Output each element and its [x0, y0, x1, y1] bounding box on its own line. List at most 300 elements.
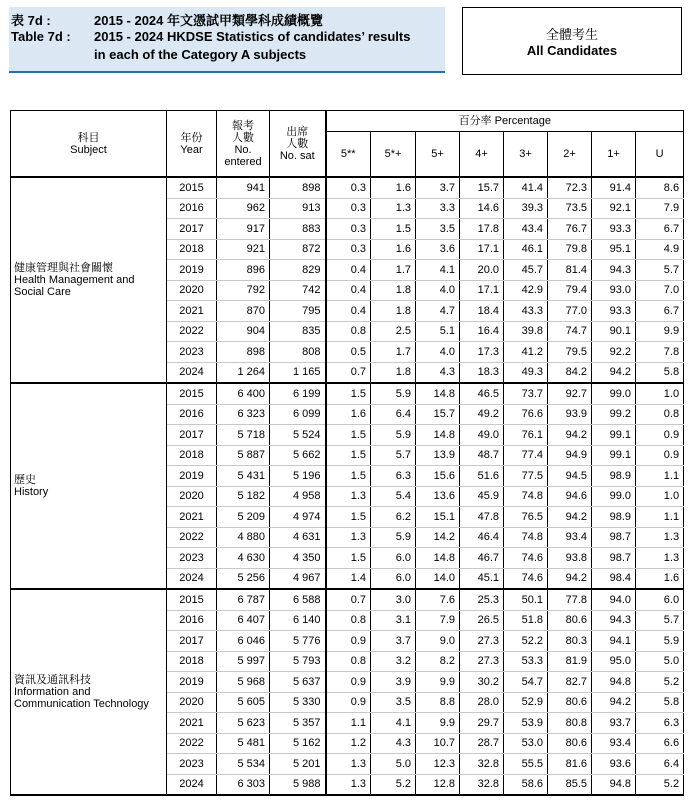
percentage-cell: 99.1	[592, 425, 636, 446]
percentage-cell: 3.7	[371, 631, 416, 652]
percentage-cell: 6.4	[371, 404, 416, 425]
percentage-cell: 1.1	[326, 713, 371, 734]
percentage-cell: 1.0	[636, 486, 684, 507]
col-header-sat: 出席 人數 No. sat	[270, 111, 326, 178]
percentage-cell: 49.2	[460, 404, 504, 425]
percentage-cell: 15.7	[460, 177, 504, 198]
percentage-cell: 8.8	[416, 692, 460, 713]
year-cell: 2022	[167, 321, 217, 342]
percentage-cell: 99.0	[592, 486, 636, 507]
count-cell: 5 718	[217, 425, 270, 446]
count-cell: 6 400	[217, 383, 270, 404]
percentage-cell: 0.7	[326, 589, 371, 610]
percentage-cell: 1.3	[326, 486, 371, 507]
subject-name-en-2: Social Care	[14, 286, 71, 298]
percentage-cell: 0.4	[326, 260, 371, 281]
percentage-cell: 9.9	[636, 321, 684, 342]
count-cell: 5 357	[270, 713, 326, 734]
percentage-cell: 92.7	[548, 383, 592, 404]
percentage-cell: 5.2	[371, 774, 416, 795]
percentage-cell: 4.3	[371, 733, 416, 754]
percentage-cell: 5.9	[371, 425, 416, 446]
percentage-cell: 1.5	[326, 507, 371, 528]
percentage-cell: 94.3	[592, 610, 636, 631]
percentage-cell: 0.8	[326, 651, 371, 672]
percentage-cell: 3.5	[416, 219, 460, 240]
percentage-cell: 91.4	[592, 177, 636, 198]
count-cell: 4 350	[270, 548, 326, 569]
percentage-cell: 5.1	[416, 321, 460, 342]
year-cell: 2019	[167, 466, 217, 487]
count-cell: 962	[217, 198, 270, 219]
percentage-cell: 20.0	[460, 260, 504, 281]
percentage-cell: 7.6	[416, 589, 460, 610]
percentage-cell: 45.7	[504, 260, 548, 281]
count-cell: 742	[270, 280, 326, 301]
percentage-cell: 98.7	[592, 548, 636, 569]
percentage-cell: 29.7	[460, 713, 504, 734]
percentage-cell: 7.9	[636, 198, 684, 219]
count-cell: 4 958	[270, 486, 326, 507]
table-title-en-line1: 2015 - 2024 HKDSE Statistics of candidates’ results	[94, 29, 411, 44]
percentage-cell: 28.7	[460, 733, 504, 754]
percentage-cell: 6.6	[636, 733, 684, 754]
percentage-cell: 5.0	[636, 651, 684, 672]
percentage-cell: 41.2	[504, 342, 548, 363]
percentage-cell: 51.8	[504, 610, 548, 631]
percentage-cell: 76.7	[548, 219, 592, 240]
count-cell: 808	[270, 342, 326, 363]
percentage-cell: 54.7	[504, 672, 548, 693]
year-cell: 2022	[167, 527, 217, 548]
percentage-cell: 25.3	[460, 589, 504, 610]
percentage-cell: 73.5	[548, 198, 592, 219]
percentage-cell: 93.9	[548, 404, 592, 425]
count-cell: 917	[217, 219, 270, 240]
percentage-cell: 0.4	[326, 280, 371, 301]
percentage-cell: 1.6	[371, 177, 416, 198]
count-cell: 5 481	[217, 733, 270, 754]
count-cell: 5 637	[270, 672, 326, 693]
percentage-cell: 92.1	[592, 198, 636, 219]
percentage-cell: 95.0	[592, 651, 636, 672]
percentage-cell: 0.3	[326, 177, 371, 198]
percentage-cell: 28.0	[460, 692, 504, 713]
percentage-cell: 0.3	[326, 198, 371, 219]
table-label-en: Table 7d :	[11, 29, 71, 44]
subject-name-en-1: Health Management and	[14, 274, 135, 286]
percentage-cell: 6.0	[636, 589, 684, 610]
percentage-cell: 74.7	[548, 321, 592, 342]
percentage-cell: 94.6	[548, 486, 592, 507]
subject-name-en-1: History	[14, 486, 49, 498]
count-cell: 883	[270, 219, 326, 240]
percentage-cell: 74.8	[504, 527, 548, 548]
percentage-cell: 94.8	[592, 672, 636, 693]
percentage-cell: 46.5	[460, 383, 504, 404]
year-cell: 2024	[167, 362, 217, 383]
percentage-cell: 16.4	[460, 321, 504, 342]
percentage-cell: 76.6	[504, 404, 548, 425]
percentage-cell: 4.1	[371, 713, 416, 734]
percentage-cell: 17.8	[460, 219, 504, 240]
percentage-cell: 77.4	[504, 445, 548, 466]
count-cell: 6 303	[217, 774, 270, 795]
percentage-cell: 93.3	[592, 219, 636, 240]
count-cell: 5 524	[270, 425, 326, 446]
percentage-cell: 45.9	[460, 486, 504, 507]
year-cell: 2016	[167, 404, 217, 425]
count-cell: 5 209	[217, 507, 270, 528]
percentage-cell: 46.4	[460, 527, 504, 548]
percentage-cell: 5.8	[636, 692, 684, 713]
percentage-cell: 14.8	[416, 548, 460, 569]
percentage-cell: 81.6	[548, 754, 592, 775]
percentage-cell: 85.5	[548, 774, 592, 795]
percentage-cell: 0.8	[326, 610, 371, 631]
percentage-cell: 15.1	[416, 507, 460, 528]
count-cell: 5 968	[217, 672, 270, 693]
percentage-cell: 3.5	[371, 692, 416, 713]
percentage-cell: 93.0	[592, 280, 636, 301]
count-cell: 5 534	[217, 754, 270, 775]
subject-group-ict	[11, 589, 684, 795]
percentage-cell: 3.6	[416, 239, 460, 260]
count-cell: 5 196	[270, 466, 326, 487]
percentage-cell: 48.7	[460, 445, 504, 466]
percentage-cell: 5.2	[636, 672, 684, 693]
percentage-cell: 1.7	[371, 260, 416, 281]
percentage-cell: 53.0	[504, 733, 548, 754]
percentage-cell: 4.3	[416, 362, 460, 383]
percentage-cell: 12.3	[416, 754, 460, 775]
percentage-cell: 1.5	[326, 548, 371, 569]
year-cell: 2024	[167, 568, 217, 589]
count-cell: 6 787	[217, 589, 270, 610]
percentage-cell: 1.5	[326, 383, 371, 404]
col-header-percentage: 百分率 Percentage	[326, 111, 684, 132]
percentage-cell: 5.4	[371, 486, 416, 507]
percentage-cell: 81.4	[548, 260, 592, 281]
percentage-cell: 98.7	[592, 527, 636, 548]
year-cell: 2018	[167, 651, 217, 672]
count-cell: 6 046	[217, 631, 270, 652]
subject-group-health-management	[11, 177, 684, 383]
count-cell: 898	[270, 177, 326, 198]
col-header-subject: 科目 Subject	[11, 111, 167, 178]
percentage-cell: 1.3	[326, 527, 371, 548]
count-cell: 5 776	[270, 631, 326, 652]
count-cell: 1 165	[270, 362, 326, 383]
percentage-cell: 1.6	[636, 568, 684, 589]
table-row	[11, 589, 684, 610]
table-title-zh: 2015 - 2024 年文憑試甲類學科成績概覽	[94, 13, 324, 28]
percentage-cell: 93.4	[548, 527, 592, 548]
count-cell: 4 974	[270, 507, 326, 528]
percentage-cell: 1.3	[326, 754, 371, 775]
percentage-cell: 6.2	[371, 507, 416, 528]
percentage-cell: 0.4	[326, 301, 371, 322]
percentage-cell: 0.9	[326, 672, 371, 693]
percentage-cell: 14.6	[460, 198, 504, 219]
table-title-en-line2: in each of the Category A subjects	[94, 47, 307, 62]
percentage-cell: 6.3	[371, 466, 416, 487]
percentage-cell: 79.8	[548, 239, 592, 260]
percentage-cell: 42.9	[504, 280, 548, 301]
percentage-cell: 53.9	[504, 713, 548, 734]
percentage-cell: 13.9	[416, 445, 460, 466]
percentage-cell: 39.8	[504, 321, 548, 342]
count-cell: 6 199	[270, 383, 326, 404]
percentage-cell: 3.2	[371, 651, 416, 672]
col-header-grade: 1+	[592, 132, 636, 178]
percentage-cell: 81.9	[548, 651, 592, 672]
percentage-cell: 13.6	[416, 486, 460, 507]
col-header-year: 年份 Year	[167, 111, 217, 178]
percentage-cell: 18.3	[460, 362, 504, 383]
count-cell: 872	[270, 239, 326, 260]
percentage-cell: 94.0	[592, 589, 636, 610]
percentage-cell: 4.7	[416, 301, 460, 322]
percentage-cell: 99.0	[592, 383, 636, 404]
percentage-cell: 1.3	[371, 198, 416, 219]
subject-name-cell	[11, 177, 167, 383]
count-cell: 6 407	[217, 610, 270, 631]
percentage-cell: 6.7	[636, 301, 684, 322]
percentage-cell: 30.2	[460, 672, 504, 693]
percentage-cell: 95.1	[592, 239, 636, 260]
subject-group-history	[11, 383, 684, 589]
percentage-cell: 94.9	[548, 445, 592, 466]
percentage-cell: 76.5	[504, 507, 548, 528]
subject-name-en-1: Information and	[14, 686, 91, 698]
percentage-cell: 94.3	[592, 260, 636, 281]
percentage-cell: 80.8	[548, 713, 592, 734]
percentage-cell: 1.2	[326, 733, 371, 754]
percentage-cell: 80.6	[548, 692, 592, 713]
percentage-cell: 93.3	[592, 301, 636, 322]
percentage-cell: 94.1	[592, 631, 636, 652]
year-cell: 2018	[167, 445, 217, 466]
percentage-cell: 53.3	[504, 651, 548, 672]
percentage-cell: 1.4	[326, 568, 371, 589]
percentage-cell: 74.6	[504, 548, 548, 569]
percentage-cell: 9.9	[416, 713, 460, 734]
percentage-cell: 49.0	[460, 425, 504, 446]
year-cell: 2020	[167, 486, 217, 507]
count-cell: 5 605	[217, 692, 270, 713]
percentage-cell: 84.2	[548, 362, 592, 383]
count-cell: 4 630	[217, 548, 270, 569]
count-cell: 5 997	[217, 651, 270, 672]
year-cell: 2015	[167, 177, 217, 198]
percentage-cell: 3.9	[371, 672, 416, 693]
percentage-cell: 6.7	[636, 219, 684, 240]
count-cell: 792	[217, 280, 270, 301]
percentage-cell: 14.0	[416, 568, 460, 589]
percentage-cell: 77.0	[548, 301, 592, 322]
table-row	[11, 177, 684, 198]
year-cell: 2023	[167, 548, 217, 569]
percentage-cell: 1.3	[326, 774, 371, 795]
percentage-cell: 0.5	[326, 342, 371, 363]
col-header-grade: 3+	[504, 132, 548, 178]
percentage-cell: 45.1	[460, 568, 504, 589]
percentage-cell: 94.5	[548, 466, 592, 487]
percentage-cell: 50.1	[504, 589, 548, 610]
percentage-cell: 5.0	[371, 754, 416, 775]
col-header-grade: 5*+	[371, 132, 416, 178]
col-header-grade: 5+	[416, 132, 460, 178]
count-cell: 4 967	[270, 568, 326, 589]
count-cell: 5 431	[217, 466, 270, 487]
percentage-cell: 1.8	[371, 280, 416, 301]
percentage-cell: 17.1	[460, 239, 504, 260]
percentage-cell: 1.3	[636, 527, 684, 548]
percentage-cell: 52.2	[504, 631, 548, 652]
percentage-cell: 94.2	[548, 568, 592, 589]
percentage-cell: 1.1	[636, 507, 684, 528]
percentage-cell: 80.6	[548, 610, 592, 631]
percentage-cell: 93.4	[592, 733, 636, 754]
count-cell: 6 099	[270, 404, 326, 425]
count-cell: 870	[217, 301, 270, 322]
subject-name-cell	[11, 589, 167, 795]
percentage-cell: 94.2	[592, 692, 636, 713]
percentage-cell: 5.7	[636, 260, 684, 281]
percentage-cell: 5.2	[636, 774, 684, 795]
count-cell: 941	[217, 177, 270, 198]
subject-name-cell	[11, 383, 167, 589]
year-cell: 2015	[167, 589, 217, 610]
col-header-entered: 報考 人數 No. entered	[217, 111, 270, 178]
percentage-cell: 5.9	[636, 631, 684, 652]
count-cell: 5 793	[270, 651, 326, 672]
percentage-cell: 80.3	[548, 631, 592, 652]
year-cell: 2019	[167, 672, 217, 693]
percentage-cell: 1.6	[371, 239, 416, 260]
percentage-cell: 7.9	[416, 610, 460, 631]
count-cell: 6 140	[270, 610, 326, 631]
subject-name-zh: 資訊及通訊科技	[14, 674, 91, 686]
percentage-cell: 26.5	[460, 610, 504, 631]
percentage-cell: 12.8	[416, 774, 460, 795]
percentage-cell: 1.6	[326, 404, 371, 425]
percentage-cell: 72.3	[548, 177, 592, 198]
table-label-zh: 表 7d :	[11, 13, 51, 28]
percentage-cell: 18.4	[460, 301, 504, 322]
count-cell: 835	[270, 321, 326, 342]
count-cell: 921	[217, 239, 270, 260]
col-header-grade: U	[636, 132, 684, 178]
count-cell: 4 880	[217, 527, 270, 548]
percentage-cell: 79.4	[548, 280, 592, 301]
subject-name-en-2: Communication Technology	[14, 698, 149, 710]
count-cell: 5 201	[270, 754, 326, 775]
percentage-cell: 0.9	[326, 631, 371, 652]
percentage-cell: 51.6	[460, 466, 504, 487]
percentage-cell: 6.0	[371, 548, 416, 569]
percentage-cell: 0.9	[636, 445, 684, 466]
year-cell: 2015	[167, 383, 217, 404]
count-cell: 904	[217, 321, 270, 342]
percentage-cell: 1.5	[326, 445, 371, 466]
percentage-cell: 0.7	[326, 362, 371, 383]
year-cell: 2021	[167, 301, 217, 322]
count-cell: 913	[270, 198, 326, 219]
year-cell: 2020	[167, 692, 217, 713]
percentage-cell: 93.6	[592, 754, 636, 775]
percentage-cell: 5.7	[371, 445, 416, 466]
count-cell: 5 662	[270, 445, 326, 466]
percentage-cell: 77.8	[548, 589, 592, 610]
subject-name-zh: 健康管理與社會關懷	[14, 262, 113, 274]
percentage-cell: 3.0	[371, 589, 416, 610]
percentage-cell: 74.6	[504, 568, 548, 589]
percentage-cell: 99.2	[592, 404, 636, 425]
year-cell: 2017	[167, 631, 217, 652]
percentage-cell: 3.1	[371, 610, 416, 631]
subject-name-zh: 歷史	[14, 474, 36, 486]
percentage-cell: 9.9	[416, 672, 460, 693]
count-cell: 6 323	[217, 404, 270, 425]
table-row	[11, 383, 684, 404]
percentage-cell: 14.8	[416, 425, 460, 446]
percentage-cell: 46.1	[504, 239, 548, 260]
year-cell: 2024	[167, 774, 217, 795]
count-cell: 898	[217, 342, 270, 363]
year-cell: 2018	[167, 239, 217, 260]
percentage-cell: 52.9	[504, 692, 548, 713]
year-cell: 2021	[167, 713, 217, 734]
percentage-cell: 1.8	[371, 362, 416, 383]
count-cell: 5 182	[217, 486, 270, 507]
count-cell: 5 988	[270, 774, 326, 795]
percentage-cell: 55.5	[504, 754, 548, 775]
percentage-cell: 1.5	[371, 219, 416, 240]
percentage-cell: 5.8	[636, 362, 684, 383]
percentage-cell: 3.3	[416, 198, 460, 219]
year-cell: 2017	[167, 219, 217, 240]
count-cell: 5 256	[217, 568, 270, 589]
percentage-cell: 74.8	[504, 486, 548, 507]
percentage-cell: 0.9	[326, 692, 371, 713]
percentage-cell: 32.8	[460, 774, 504, 795]
percentage-cell: 1.7	[371, 342, 416, 363]
percentage-cell: 14.8	[416, 383, 460, 404]
count-cell: 5 623	[217, 713, 270, 734]
percentage-cell: 94.2	[548, 507, 592, 528]
percentage-cell: 15.6	[416, 466, 460, 487]
percentage-cell: 9.0	[416, 631, 460, 652]
count-cell: 4 631	[270, 527, 326, 548]
percentage-cell: 49.3	[504, 362, 548, 383]
percentage-cell: 98.4	[592, 568, 636, 589]
percentage-cell: 43.4	[504, 219, 548, 240]
percentage-cell: 8.2	[416, 651, 460, 672]
percentage-cell: 17.1	[460, 280, 504, 301]
percentage-cell: 82.7	[548, 672, 592, 693]
year-cell: 2019	[167, 260, 217, 281]
percentage-cell: 6.3	[636, 713, 684, 734]
percentage-cell: 32.8	[460, 754, 504, 775]
percentage-cell: 94.2	[592, 362, 636, 383]
count-cell: 6 588	[270, 589, 326, 610]
percentage-cell: 77.5	[504, 466, 548, 487]
year-cell: 2020	[167, 280, 217, 301]
percentage-cell: 1.5	[326, 466, 371, 487]
year-cell: 2022	[167, 733, 217, 754]
